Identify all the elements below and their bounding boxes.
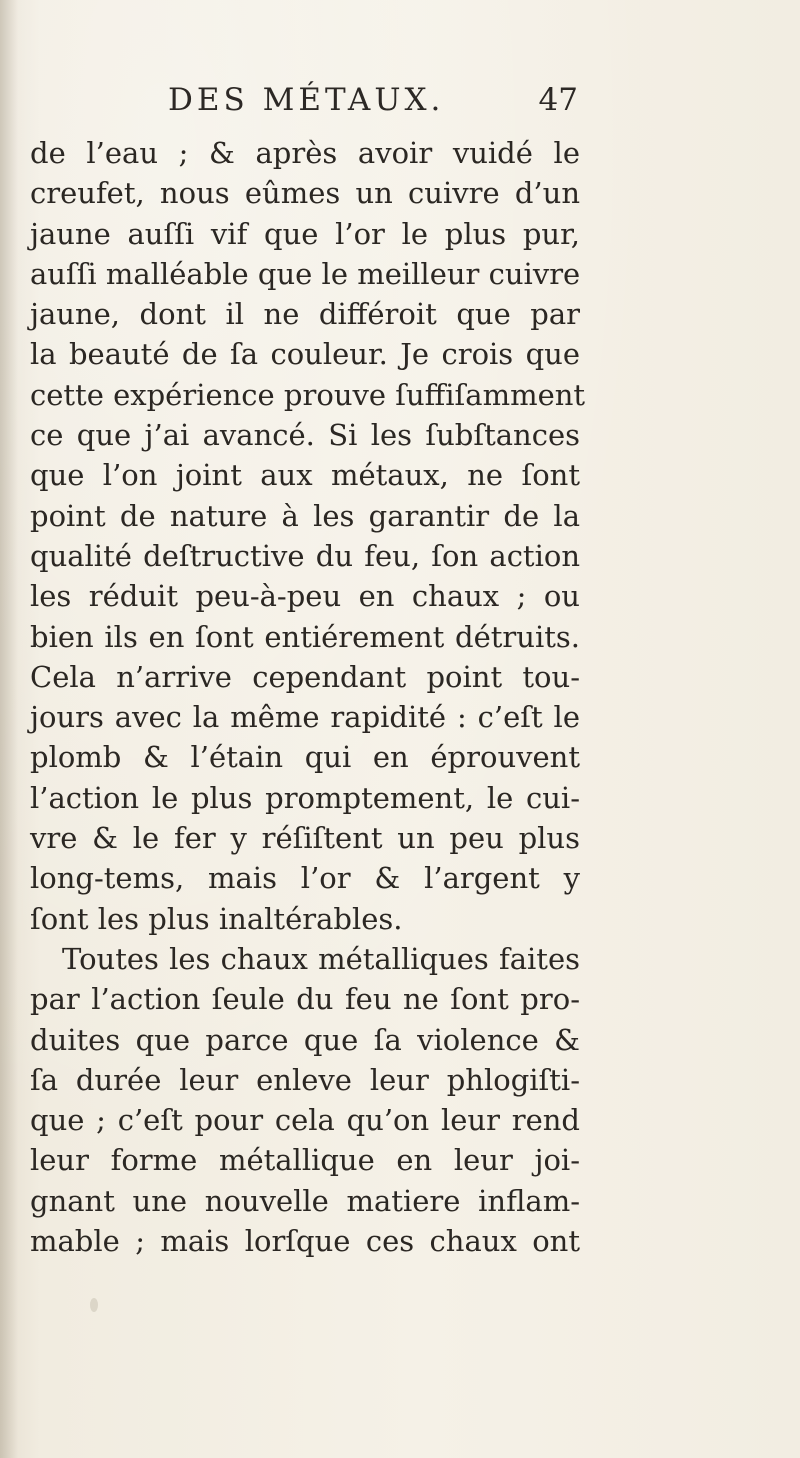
text-line: de l’eau ; & après avoir vuidé le: [30, 136, 580, 170]
body-text: [30, 133, 586, 1261]
text-line: que ; c’eſt pour cela qu’on leur rend: [30, 1103, 580, 1138]
text-line: Cela n’arrive cependant point tou-: [30, 659, 580, 694]
text-line: jaune auſſi vif que l’or le plus pur,: [30, 216, 580, 251]
text-line: ce que j’ai avancé. Si les ſubſtances: [30, 418, 580, 453]
text-line: gnant une nouvelle matiere inflam-: [30, 1183, 580, 1218]
text-line: qualité deſtructive du feu, ſon action: [30, 538, 580, 573]
text-line: jaune, dont il ne différoit que par: [30, 297, 580, 332]
page-number: 47: [538, 82, 578, 118]
running-title: DES MÉTAUX.: [168, 82, 445, 118]
text-line: mable ; mais lorſque ces chaux ont: [30, 1224, 580, 1259]
text-line: vre & le fer y réſiſtent un peu plus: [30, 821, 580, 856]
text-line: les réduit peu-à-peu en chaux ; ou: [30, 579, 580, 614]
text-line: l’action le plus promptement, le cui-: [30, 780, 580, 815]
text-line: long-tems, mais l’or & l’argent y: [30, 861, 580, 896]
text-line: la beauté de ſa couleur. Je crois que: [30, 337, 580, 372]
text-line: leur forme métallique en leur joi-: [30, 1143, 580, 1178]
text-line: auſſi malléable que le meilleur cuivre: [30, 256, 581, 291]
text-line: jours avec la même rapidité : c’eſt le: [30, 700, 580, 735]
text-line: ſa durée leur enleve leur phlogiſti-: [30, 1062, 580, 1097]
text-line: par l’action ſeule du feu ne ſont pro-: [30, 982, 580, 1017]
gutter-shadow: [0, 0, 18, 1458]
text-line: creufet, nous eûmes un cuivre d’un: [30, 176, 580, 211]
text-line: ſont les plus inaltérables.: [30, 901, 403, 936]
text-line: que l’on joint aux métaux, ne ſont: [30, 458, 580, 493]
page-header: [168, 82, 578, 130]
paper-stain: [90, 1298, 98, 1312]
text-line: duites que parce que ſa violence &: [30, 1022, 580, 1057]
text-line: bien ils en ſont entiérement détruits.: [30, 619, 580, 654]
text-line: Toutes les chaux métalliques faites: [62, 941, 580, 976]
text-line: point de nature à les garantir de la: [30, 498, 580, 533]
text-line: plomb & l’étain qui en éprouvent: [30, 740, 580, 775]
text-line: cette expérience prouve ſuffiſamment: [30, 377, 586, 412]
